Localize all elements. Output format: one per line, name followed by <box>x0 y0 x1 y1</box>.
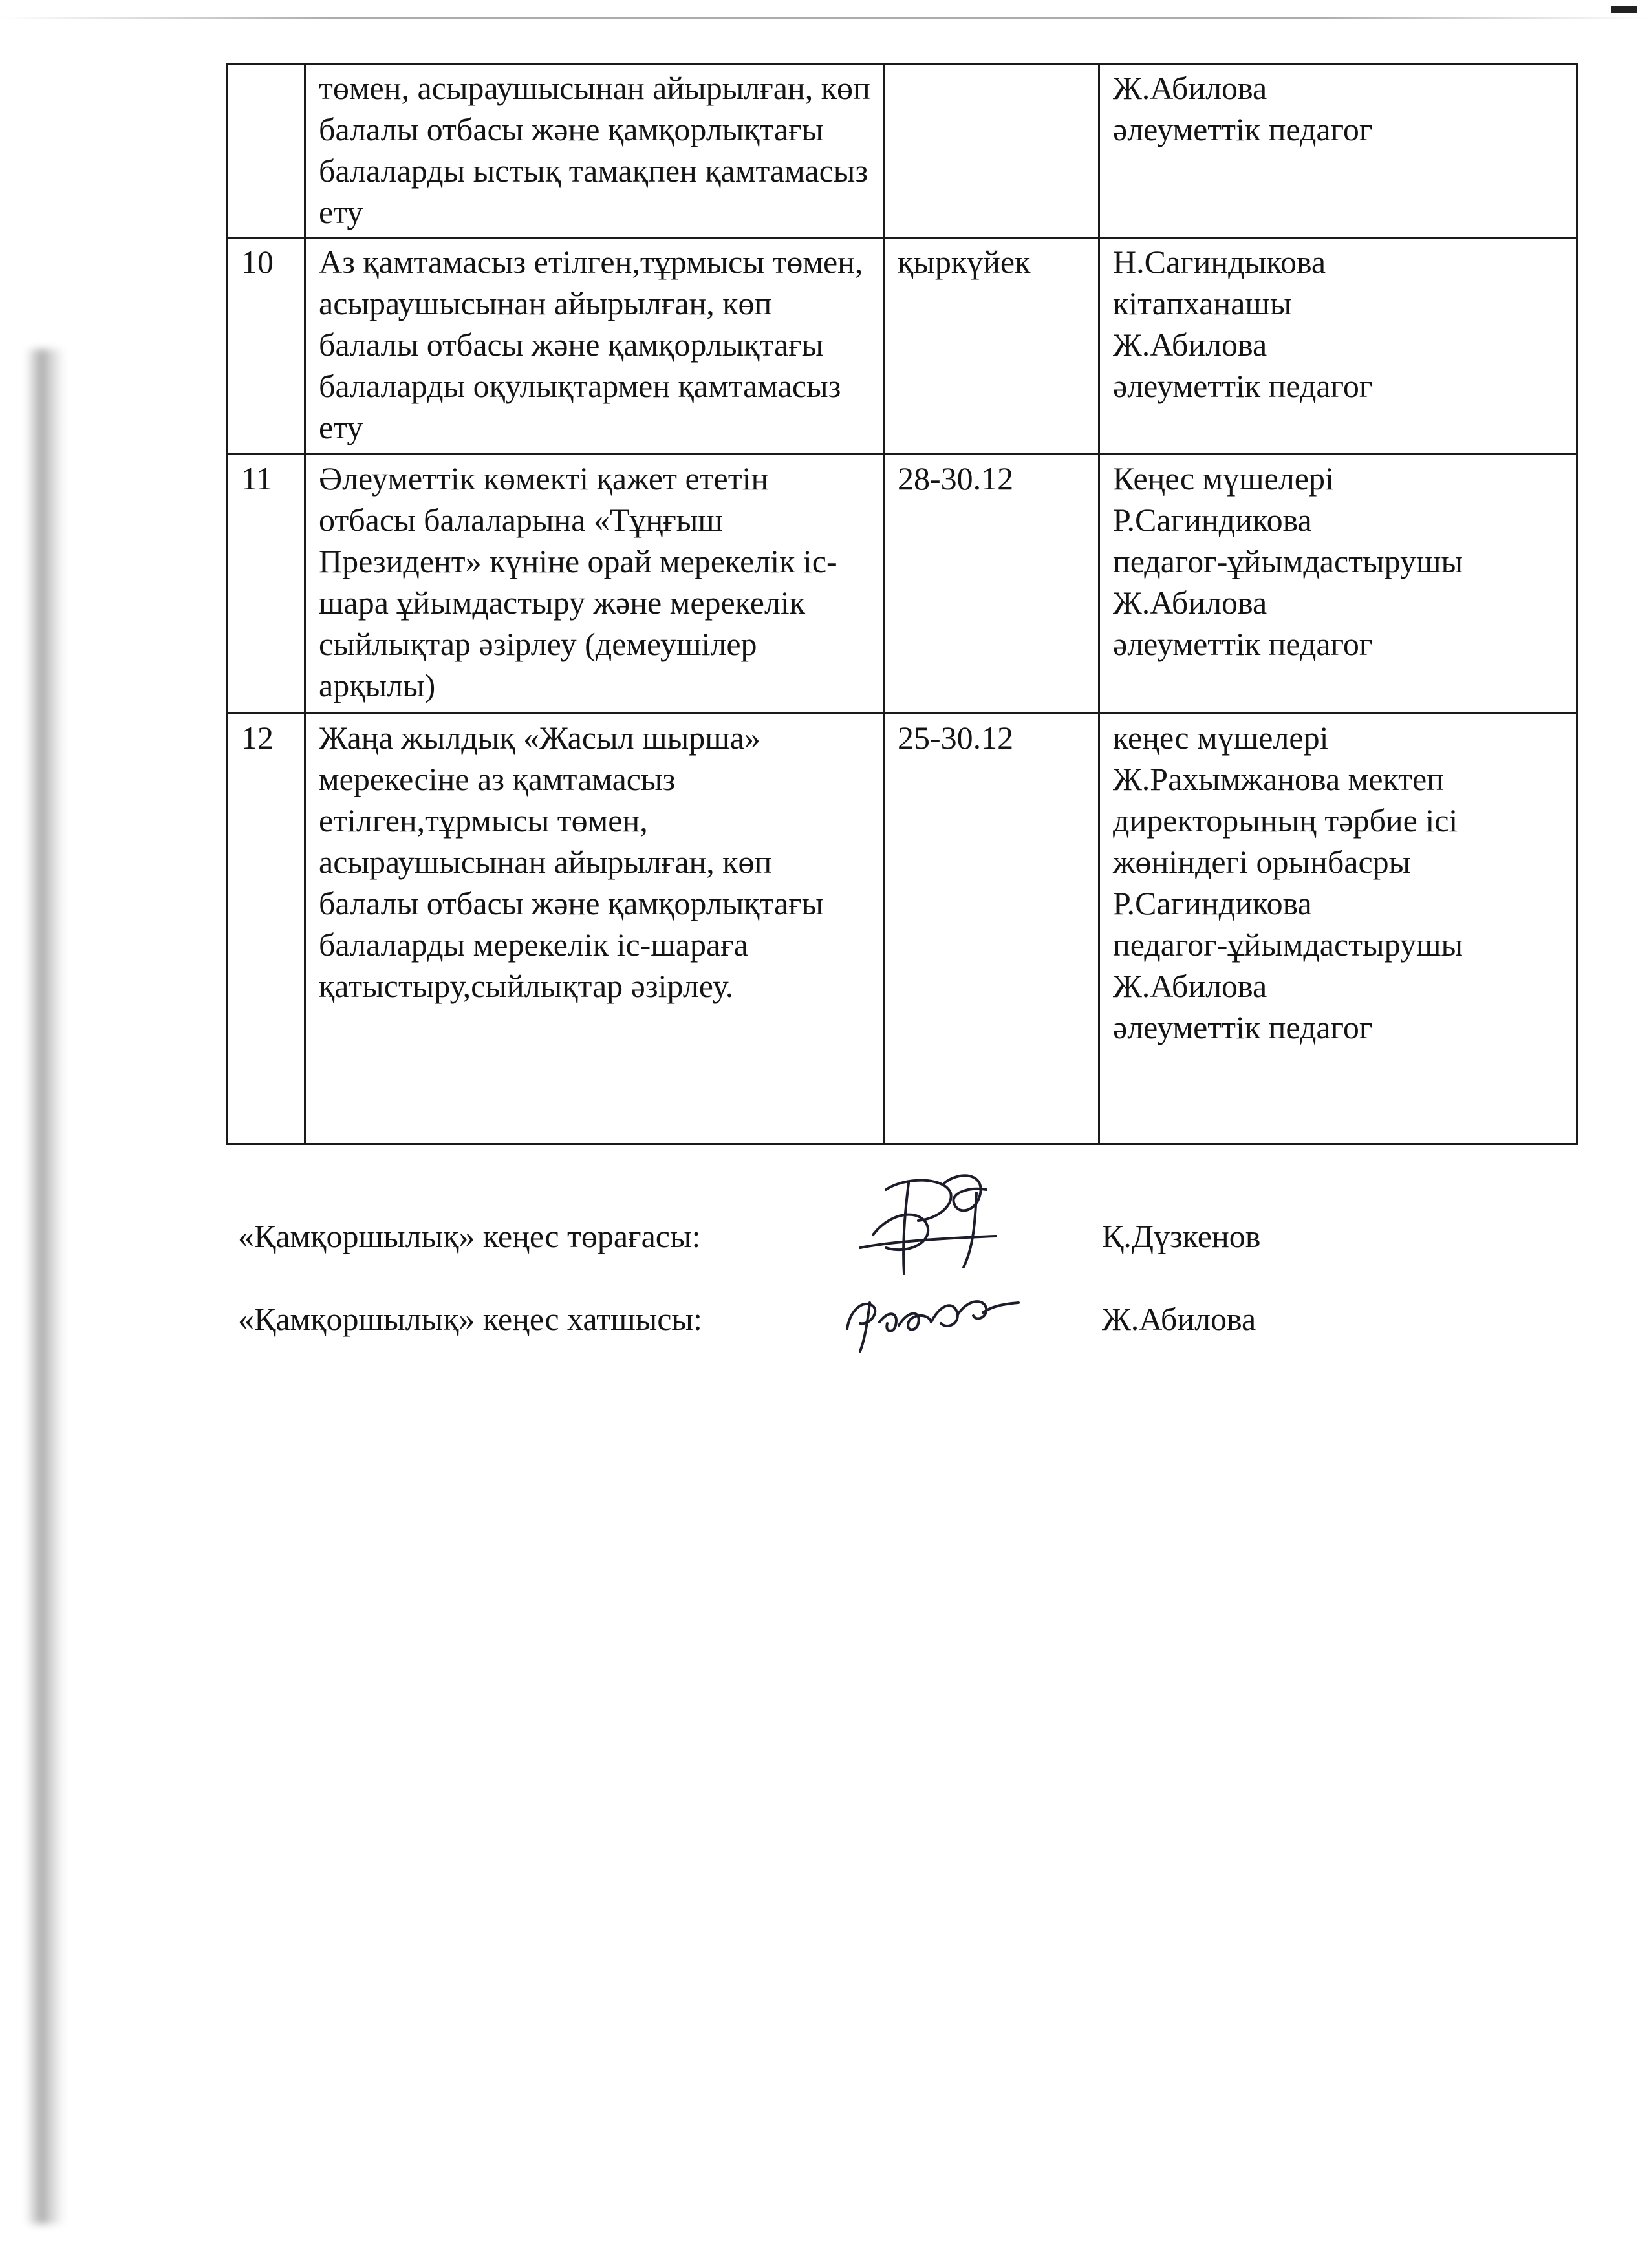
responsible-persons: Ж.Абилова әлеуметтік педагог <box>1099 64 1577 238</box>
chairman-name: Қ.Дүзкенов <box>1102 1218 1261 1254</box>
row-number: 11 <box>228 455 305 714</box>
table-row <box>228 455 1577 714</box>
table-row <box>228 714 1577 1144</box>
scan-edge-left <box>26 349 65 2224</box>
chairman-title: «Қамқоршылық» кеңес төрағасы: <box>238 1218 701 1254</box>
event-date: 25-30.12 <box>884 714 1099 1144</box>
secretary-signature-row <box>238 1298 1531 1381</box>
row-number <box>228 64 305 238</box>
responsible-persons: Кеңес мүшелері Р.Сагиндикова педагог-ұйымдастырушы Ж.Абилова әлеуметтік педагог <box>1099 455 1577 714</box>
event-date <box>884 64 1099 238</box>
secretary-name: Ж.Абилова <box>1102 1301 1256 1337</box>
row-number: 12 <box>228 714 305 1144</box>
scan-edge-top <box>0 17 1649 19</box>
table-row <box>228 238 1577 455</box>
event-description: Әлеуметтік көмекті қажет ететін отбасы балаларына «Тұңғыш Президент» күніне орай мерекелік іс-шара ұйымдастыру және мерекелік сыйлықтар әзірлеу (демеушілер арқылы) <box>305 455 884 714</box>
events-table <box>226 63 1578 1145</box>
event-description: төмен, асыраушысынан айырылған, көп балалы отбасы және қамқорлықтағы балаларды ыстық тамақпен қамтамасыз ету <box>305 64 884 238</box>
signature-block <box>238 1215 1531 1381</box>
secretary-title: «Қамқоршылық» кеңес хатшысы: <box>238 1301 702 1337</box>
responsible-persons: Н.Сагиндыкова кітапханашы Ж.Абилова әлеуметтік педагог <box>1099 238 1577 455</box>
scan-mark <box>1611 6 1637 13</box>
row-number: 10 <box>228 238 305 455</box>
responsible-persons: кеңес мүшелері Ж.Рахымжанова мектеп директорының тәрбие ісі жөніндегі орынбасры Р.Сагиндикова педагог-ұйымдастырушы Ж.Абилова әлеуметтік педагог <box>1099 714 1577 1144</box>
table-row <box>228 64 1577 238</box>
chairman-signature-row <box>238 1215 1531 1298</box>
event-description: Аз қамтамасыз етілген,тұрмысы төмен, асыраушысынан айырылған, көп балалы отбасы және қамқорлықтағы балаларды оқулықтармен қамтамасыз ету <box>305 238 884 455</box>
event-date: қыркүйек <box>884 238 1099 455</box>
event-date: 28-30.12 <box>884 455 1099 714</box>
event-description: Жаңа жылдық «Жасыл шырша» мерекесіне аз қамтамасыз етілген,тұрмысы төмен, асыраушысынан айырылған, көп балалы отбасы және қамқорлықтағы балаларды мерекелік іс-шараға қатыстыру,сыйлықтар әзірлеу. <box>305 714 884 1144</box>
